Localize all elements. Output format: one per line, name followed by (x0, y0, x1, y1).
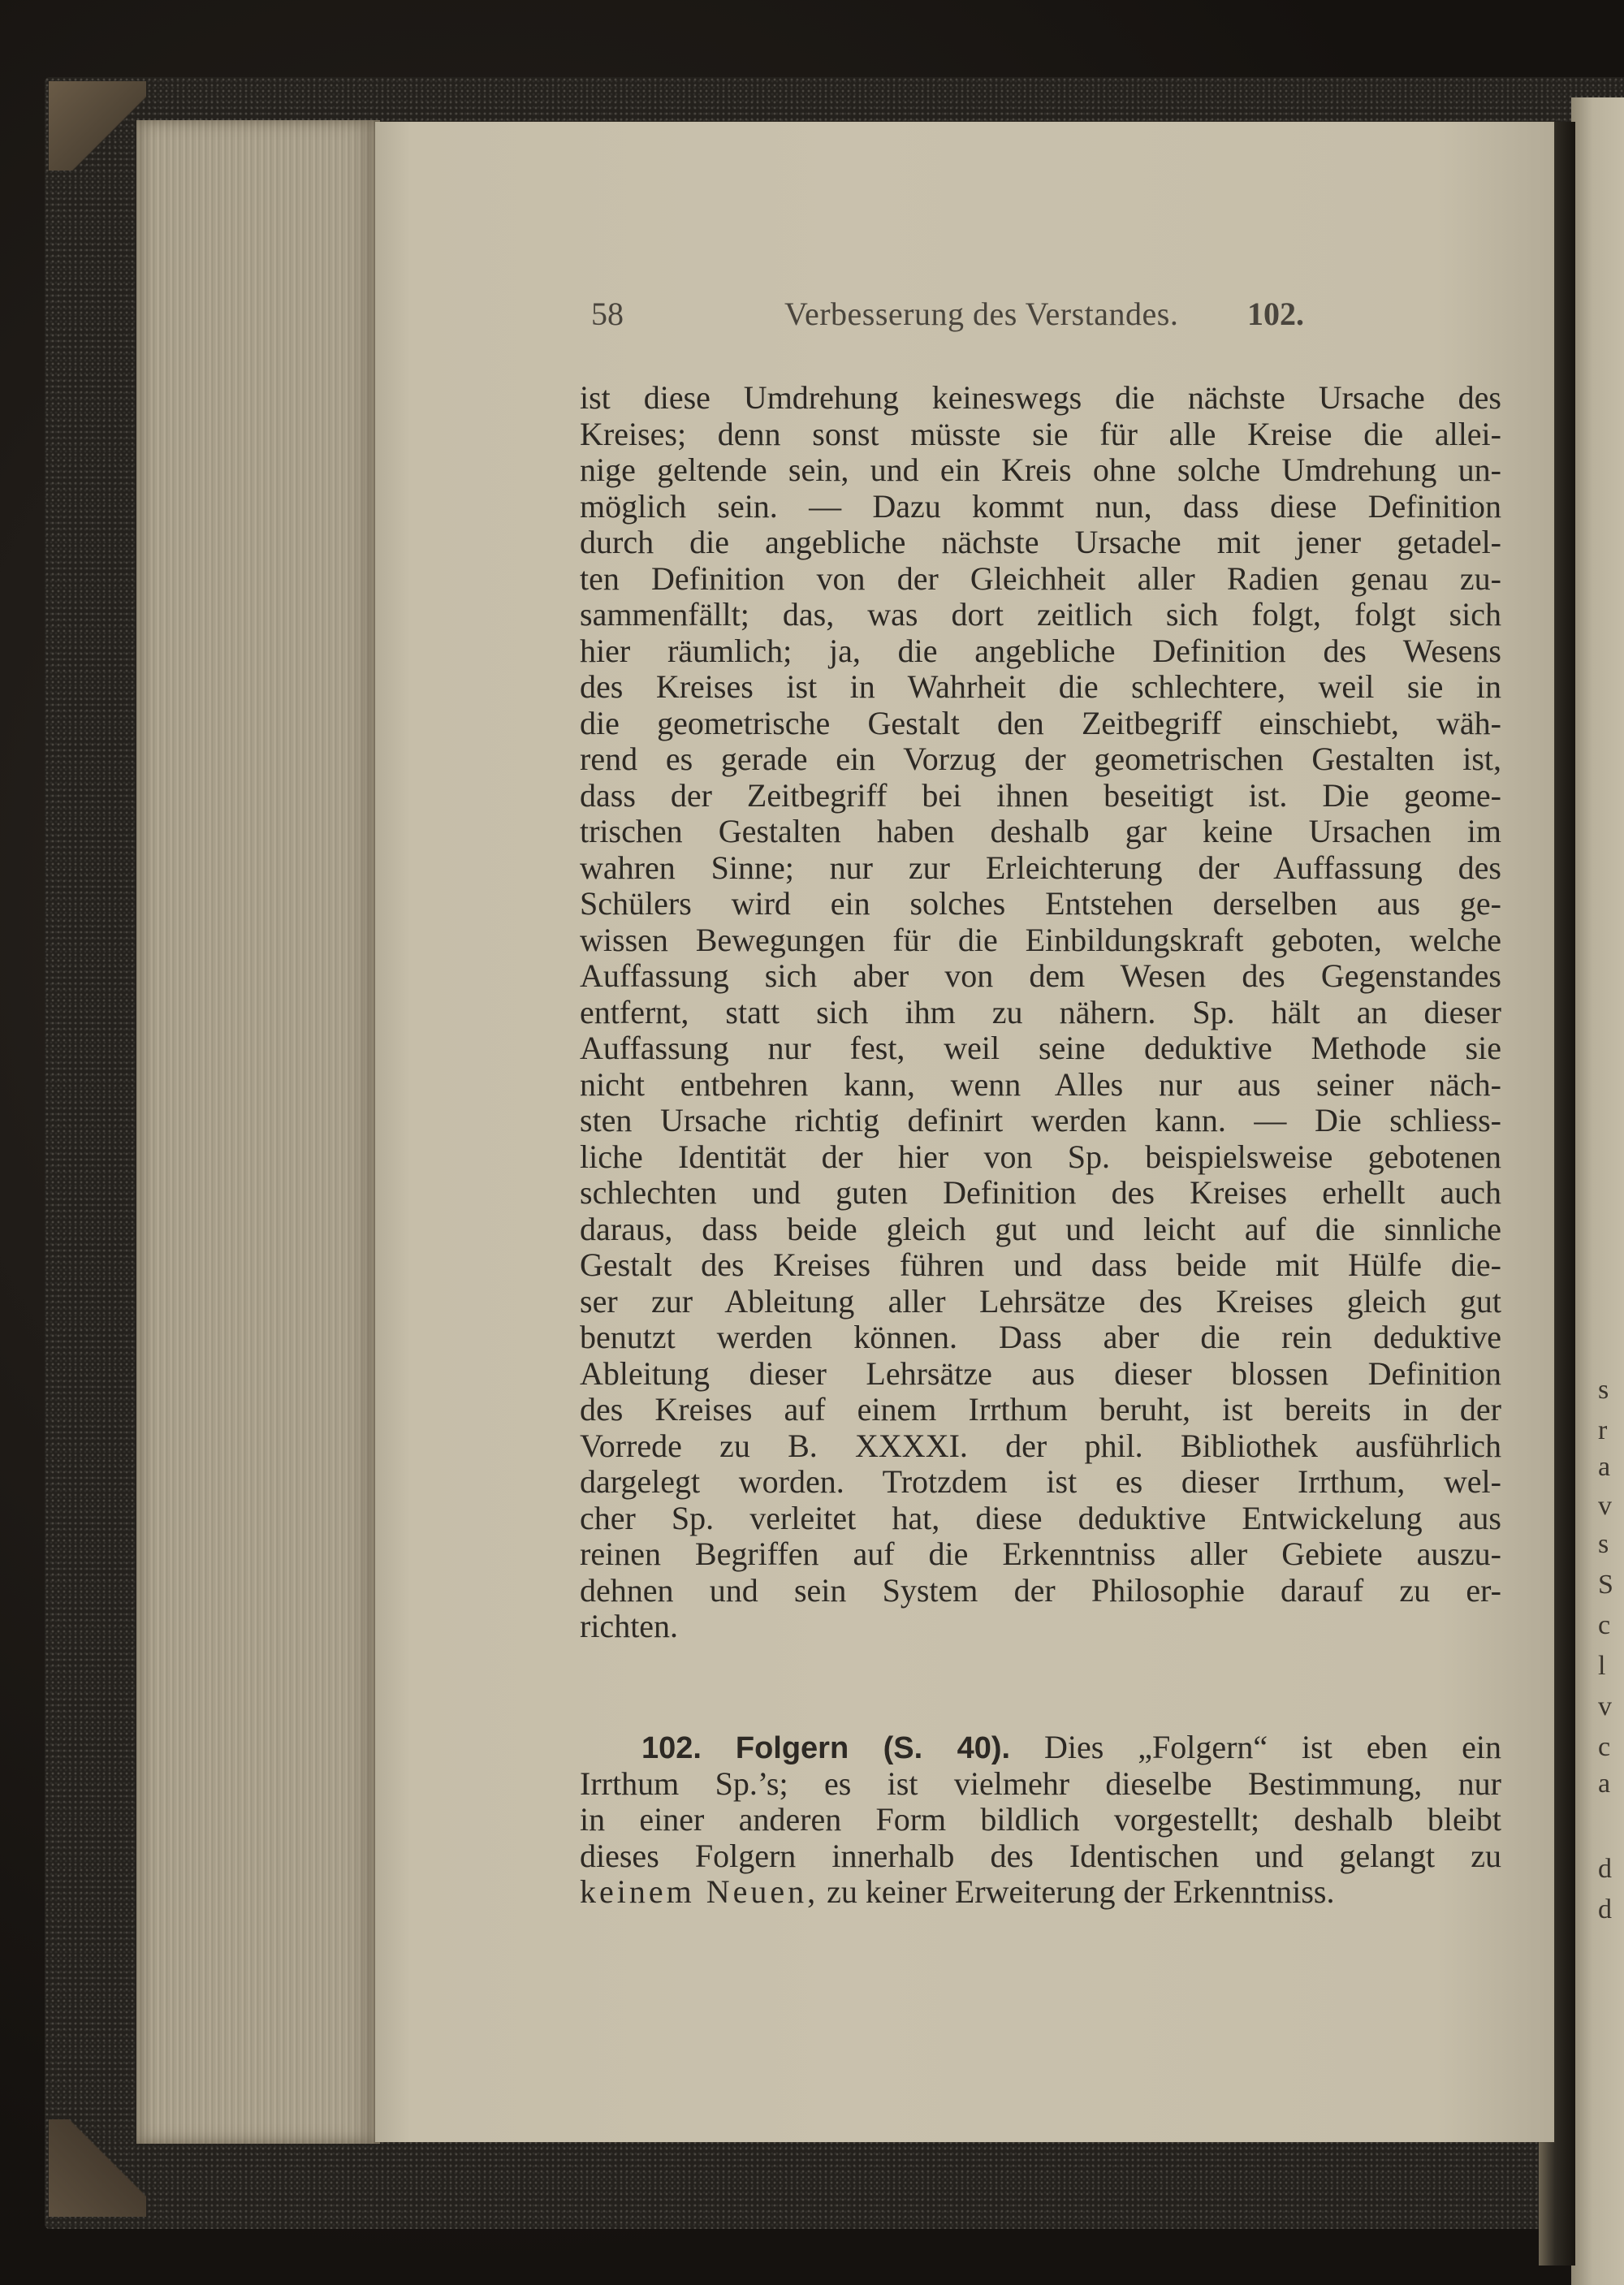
text-line: möglich sein. — Dazu kommt nun, dass diese Definition (580, 487, 1501, 525)
note-number: 102. (641, 1731, 702, 1765)
text-line: Ableitung dieser Lehrsätze aus dieser blossen Definition (580, 1354, 1501, 1392)
text-line: reinen Begriffen auf die Erkenntniss aller Gebiete auszu- (580, 1536, 1501, 1572)
facing-page-fragment: S (1598, 1570, 1613, 1600)
text-line: Vorrede zu B. XXXXI. der phil. Bibliothek ausführlich (580, 1427, 1501, 1464)
text-line: richten. (580, 1608, 679, 1644)
text-line: des Kreises ist in Wahrheit die schlechtere, weil sie in (580, 668, 1501, 705)
text-line: Schülers wird ein solches Entstehen derselben aus ge- (580, 885, 1501, 922)
paragraph-2-line-1-text: Dies „Folgern“ ist eben ein (1044, 1729, 1501, 1765)
running-title: Verbesserung des Verstandes. (784, 296, 1179, 332)
text-line: durch die angebliche nächste Ursache mit jener getadel- (580, 524, 1501, 560)
text-line: wissen Bewegungen für die Einbildungskraft geboten, welche (580, 921, 1501, 958)
text-line: wahren Sinne; nur zur Erleichterung der Auffassung des (580, 849, 1501, 886)
facing-page-fragment: s (1598, 1375, 1609, 1405)
facing-page-fragment: a (1598, 1769, 1611, 1799)
text-line: rend es gerade ein Vorzug der geometrischen Gestalten ist, (580, 741, 1501, 777)
page-number: 58 (591, 296, 624, 332)
text-line: sammenfällt; das, was dort zeitlich sich folgt, folgt sich (580, 596, 1501, 633)
text-line: dehnen und sein System der Philosophie darauf zu er- (580, 1571, 1501, 1609)
facing-page-fragment: d (1598, 1894, 1612, 1924)
paragraph-2-line-5 (580, 1874, 1501, 1911)
text-line: trischen Gestalten haben deshalb gar keine Ursachen im (580, 813, 1501, 849)
paragraph-2 (580, 1730, 1501, 1911)
facing-page (1571, 97, 1624, 2285)
facing-page-fragment: c (1598, 1610, 1611, 1640)
text-line: ser zur Ableitung aller Lehrsätze des Kreises gleich gut (580, 1282, 1501, 1320)
facing-page-fragment: l (1598, 1651, 1606, 1681)
text-line: dargelegt worden. Trotzdem ist es dieser Irrthum, wel- (580, 1463, 1501, 1500)
page-edges (136, 120, 380, 2144)
cover-corner-top (49, 81, 146, 171)
paragraph-2-line-5-text: zu keiner Erweiterung der Erkenntniss. (827, 1873, 1335, 1910)
text-line: schlechten und guten Definition des Kreises erhellt auch (580, 1174, 1501, 1211)
paragraph-2-line-2: Irrthum Sp.’s; es ist vielmehr dieselbe Bestimmung, nur (580, 1765, 1501, 1802)
paragraph-2-line-3: in einer anderen Form bildlich vorgestellt; deshalb bleibt (580, 1801, 1501, 1838)
text-line: ten Definition von der Gleichheit aller Radien genau zu- (580, 559, 1501, 597)
paragraph-1 (580, 380, 1501, 1645)
running-head (591, 295, 1322, 343)
cover-corner-bottom (49, 2119, 146, 2217)
facing-page-fragment: d (1598, 1854, 1612, 1884)
text-line: benutzt werden können. Dass aber die rein deduktive (580, 1319, 1501, 1355)
text-line: Auffassung sich aber von dem Wesen des Gegenstandes (580, 957, 1501, 994)
facing-page-fragment: c (1598, 1732, 1611, 1762)
text-line: hier räumlich; ja, die angebliche Definition des Wesens (580, 632, 1501, 669)
paragraph-2-line-1 (580, 1730, 1501, 1766)
text-line: nige geltende sein, und ein Kreis ohne solche Umdrehung un- (580, 451, 1501, 488)
text-line: liche Identität der hier von Sp. beispielsweise gebotenen (580, 1138, 1501, 1175)
note-lemma: Folgern (S. 40). (735, 1731, 1011, 1765)
facing-page-fragment: a (1598, 1452, 1611, 1482)
text-line: des Kreises auf einem Irrthum beruht, ist bereits in der (580, 1391, 1501, 1428)
text-line: daraus, dass beide gleich gut und leicht auf die sinnliche (580, 1210, 1501, 1247)
spaced-emphasis: keinem Neuen, (580, 1873, 819, 1910)
facing-page-fragment: s (1598, 1529, 1609, 1559)
text-line: Gestalt des Kreises führen und dass beide mit Hülfe die- (580, 1246, 1501, 1283)
section-number: 102. (1247, 296, 1304, 332)
text-line: ist diese Umdrehung keineswegs die nächste Ursache des (580, 379, 1501, 416)
facing-page-fragment: v (1598, 1491, 1612, 1521)
text-line: Auffassung nur fest, weil seine deduktive Methode sie (580, 1030, 1501, 1066)
text-line: die geometrische Gestalt den Zeitbegriff einschiebt, wäh- (580, 704, 1501, 741)
text-line: sten Ursache richtig definirt werden kann. — Die schliess- (580, 1102, 1501, 1138)
text-line: cher Sp. verleitet hat, diese deduktive Entwickelung aus (580, 1499, 1501, 1536)
facing-page-fragment: v (1598, 1691, 1612, 1721)
facing-page-fragment: r (1598, 1415, 1608, 1445)
paragraph-2-line-4: dieses Folgern innerhalb des Identischen und gelangt zu (580, 1837, 1501, 1874)
text-line: Kreises; denn sonst müsste sie für alle Kreise die allei- (580, 415, 1501, 452)
text-line: dass der Zeitbegriff bei ihnen beseitigt ist. Die geome- (580, 776, 1501, 814)
text-line: entfernt, statt sich ihm zu nähern. Sp. hält an dieser (580, 993, 1501, 1030)
text-line: nicht entbehren kann, wenn Alles nur aus seiner näch- (580, 1065, 1501, 1103)
